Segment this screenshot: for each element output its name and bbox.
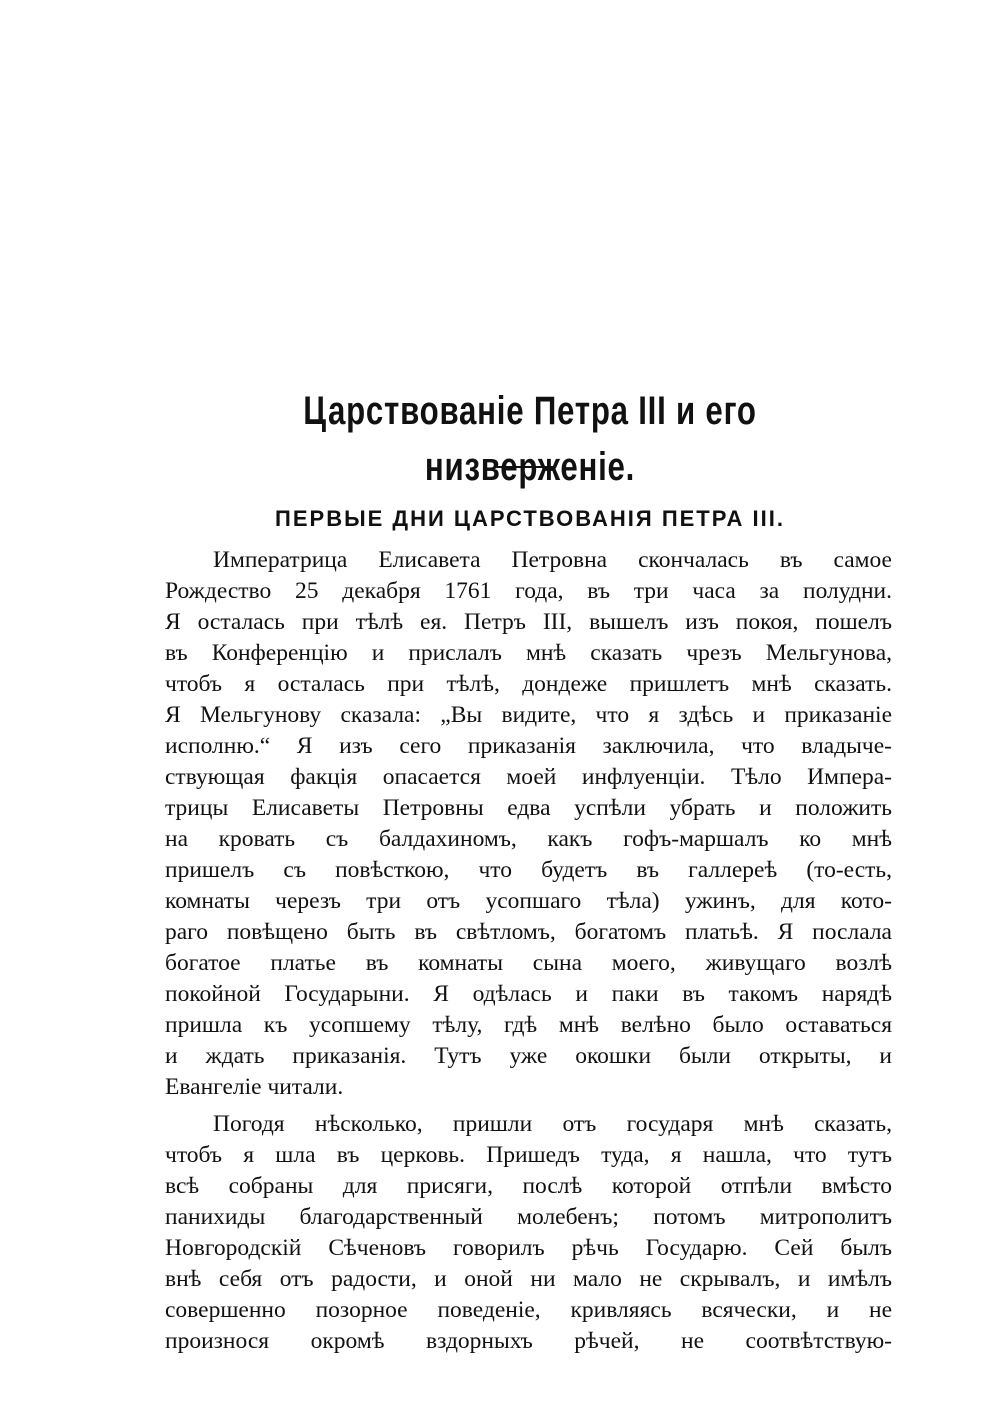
text-line: пришла къ усопшему тѣлу, гдѣ мнѣ велѣно было оставаться bbox=[165, 1012, 892, 1038]
text-line: Я Мельгунову сказала: „Вы видите, что я здѣсь и приказаніе bbox=[165, 702, 892, 728]
text-line: чтобъ я осталась при тѣлѣ, дондеже пришлетъ мнѣ сказать. bbox=[165, 671, 892, 697]
paragraph-2 bbox=[165, 1109, 892, 1357]
text-line: раго повѣщено быть въ свѣтломъ, богатомъ платьѣ. Я послала bbox=[165, 919, 892, 945]
text-line: Императрица Елисавета Петровна скончалась въ самое bbox=[213, 547, 892, 573]
text-line: комнаты черезъ три отъ усопшаго тѣла) ужинъ, для кото- bbox=[165, 888, 892, 914]
text-line: произнося окромѣ вздорныхъ рѣчей, не соотвѣтствую- bbox=[165, 1328, 892, 1354]
body-text bbox=[165, 545, 892, 1363]
text-line: пришелъ съ повѣсткою, что будетъ въ галлереѣ (то-есть, bbox=[165, 857, 892, 883]
text-line: покойной Государыни. Я одѣлась и паки въ такомъ нарядѣ bbox=[165, 981, 892, 1007]
text-line: исполню.“ Я изъ сего приказанія заключила, что владыче- bbox=[165, 733, 892, 759]
section-heading: ПЕРВЫЕ ДНИ ЦАРСТВОВАНІЯ ПЕТРА III. bbox=[275, 506, 785, 531]
text-line: чтобъ я шла въ церковь. Пришедъ туда, я нашла, что тутъ bbox=[165, 1142, 892, 1168]
text-line: и ждать приказанія. Тутъ уже окошки были открыты, и bbox=[165, 1043, 892, 1069]
text-line: въ Конференцію и прислалъ мнѣ сказать чрезъ Мельгунова, bbox=[165, 640, 892, 666]
text-line: на кровать съ балдахиномъ, какъ гофъ-маршалъ ко мнѣ bbox=[165, 826, 892, 852]
text-line: Евангеліе читали. bbox=[165, 1074, 344, 1100]
title-divider bbox=[497, 466, 555, 468]
text-line: совершенно позорное поведеніе, кривляясь всячески, и не bbox=[165, 1297, 892, 1323]
text-line: Погодя нѣсколько, пришли отъ государя мнѣ сказать, bbox=[213, 1111, 892, 1137]
text-line: трицы Елисаветы Петровны едва успѣли убрать и положить bbox=[165, 795, 892, 821]
text-line: Новгородскій Сѣченовъ говорилъ рѣчь Государю. Сей былъ bbox=[165, 1235, 892, 1261]
text-line: ствующая факція опасается моей инфлуенціи. Тѣло Импера- bbox=[165, 764, 892, 790]
text-line: панихиды благодарственный молебенъ; потомъ митрополитъ bbox=[165, 1204, 892, 1230]
text-line: Я осталась при тѣлѣ ея. Петръ III, вышелъ изъ покоя, пошелъ bbox=[165, 609, 892, 635]
text-line: внѣ себя отъ радости, и оной ни мало не скрывалъ, и имѣлъ bbox=[165, 1266, 892, 1292]
text-line: Рождество 25 декабря 1761 года, въ три часа за полудни. bbox=[165, 578, 892, 604]
text-line: богатое платье въ комнаты сына моего, живущаго возлѣ bbox=[165, 950, 892, 976]
page-title: Царствованіе Петра III и его низверженіе. bbox=[303, 389, 757, 489]
text-line: всѣ собраны для присяги, послѣ которой отпѣли вмѣсто bbox=[165, 1173, 892, 1199]
paragraph-1 bbox=[165, 545, 892, 1103]
